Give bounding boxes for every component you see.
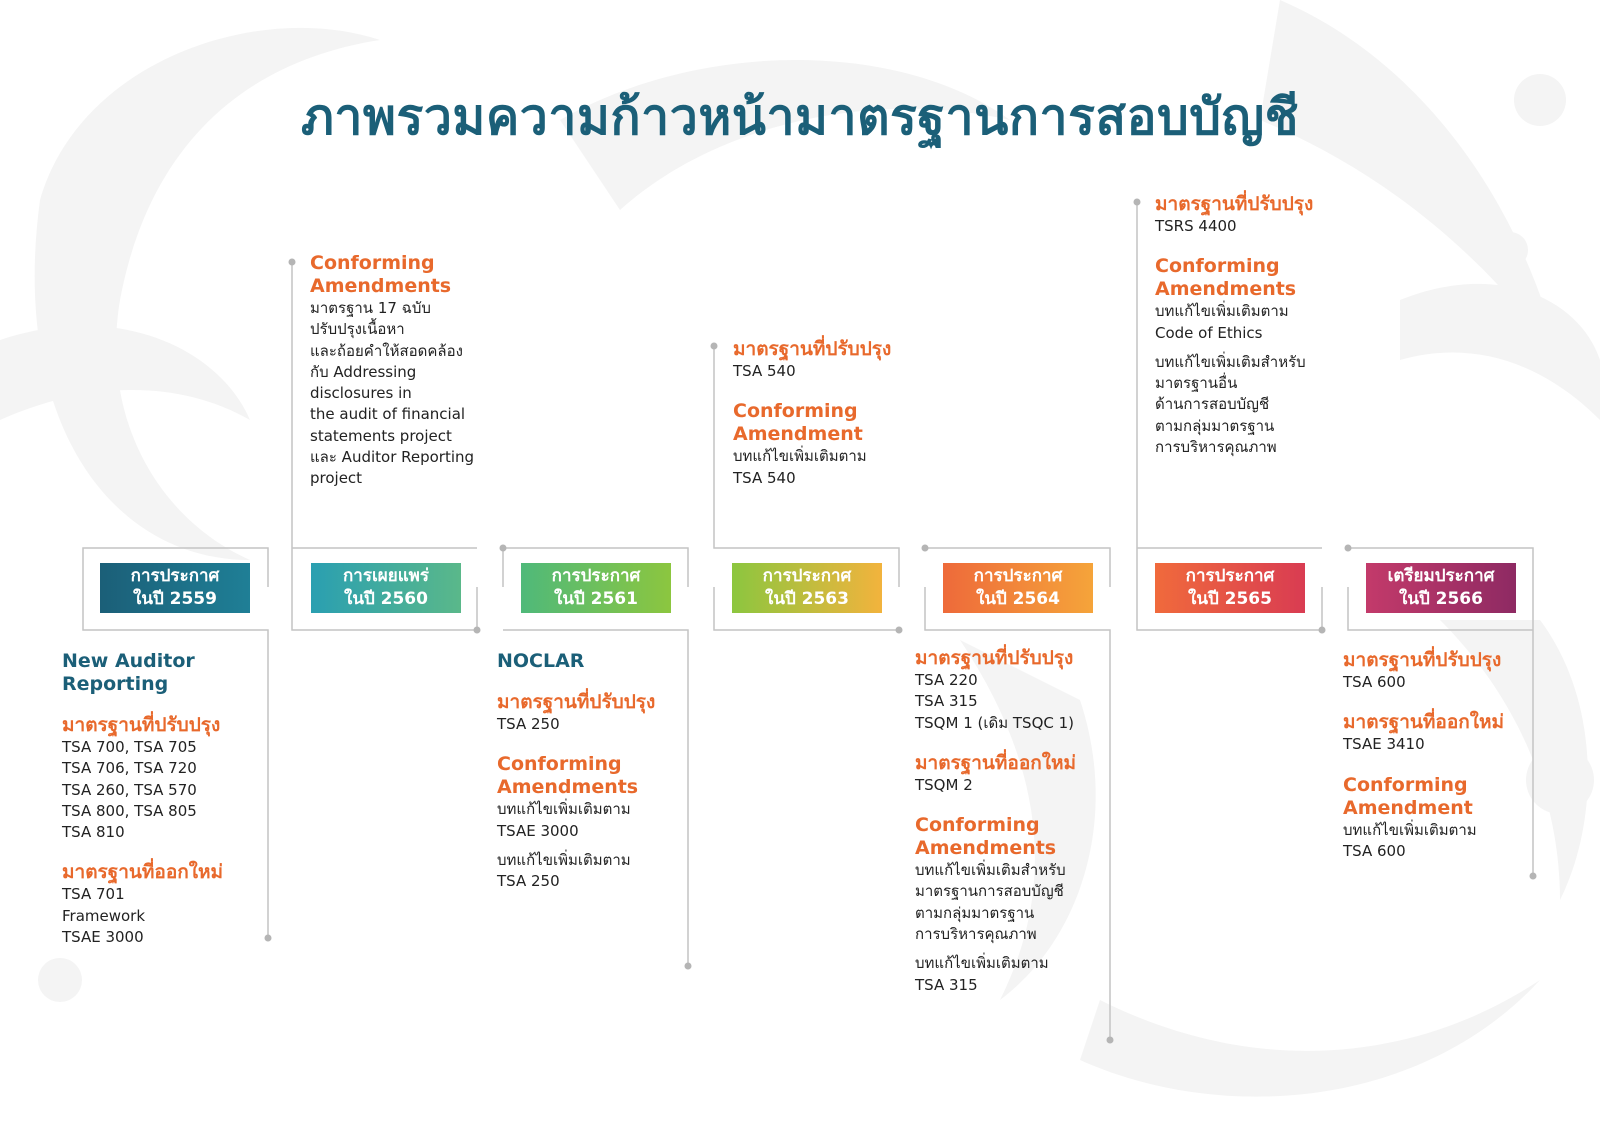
- block-2560: [310, 252, 500, 490]
- year-badge-2560: [311, 563, 461, 613]
- year-badge-year: ในปี 2565: [1188, 589, 1272, 609]
- year-badge-year: ในปี 2561: [554, 589, 638, 609]
- heading-conforming-amendments: Conforming Amendments: [310, 252, 452, 297]
- conforming-amendment-text: บทแก้ไขเพิ่มเติมตาม TSA 540: [733, 447, 867, 487]
- heading-conforming-amendments: Conforming Amendments: [497, 753, 639, 799]
- block-2559: [62, 650, 252, 948]
- heading-revised-standards: มาตรฐานที่ปรับปรุง: [1155, 193, 1314, 215]
- new-standards-list: TSA 701 Framework TSAE 3000: [62, 885, 146, 947]
- year-badge-2565: [1155, 563, 1305, 613]
- block-2565: [1155, 193, 1345, 458]
- block-2563: [733, 338, 923, 489]
- revised-standards-list: TSA 220 TSA 315 TSQM 1 (เดิม TSQC 1): [915, 671, 1075, 732]
- heading-revised-standards: มาตรฐานที่ปรับปรุง: [1343, 649, 1502, 671]
- year-badge-label: เตรียมประกาศ: [1387, 566, 1495, 586]
- page-title: ภาพรวมความก้าวหน้ามาตรฐานการสอบบัญชี: [300, 88, 1300, 146]
- conforming-amendment-text: บทแก้ไขเพิ่มเติมตาม TSA 600: [1343, 820, 1477, 860]
- block-2566: [1343, 649, 1533, 862]
- revised-standards-list: TSA 540: [733, 362, 796, 380]
- conforming-amendments-text: มาตรฐาน 17 ฉบับ ปรับปรุงเนื้อหา และถ้อยคำให้สอดคล้อง กับ Addressing disclosures in the audit of financial statements project และ Auditor Reporting project: [310, 299, 475, 488]
- revised-standards-list: TSRS 4400: [1155, 217, 1237, 235]
- year-badge-year: ในปี 2566: [1399, 589, 1483, 609]
- heading-new-standards: มาตรฐานที่ออกใหม่: [62, 861, 224, 884]
- year-badge-year: ในปี 2563: [765, 589, 849, 609]
- revised-standards-list: TSA 600: [1343, 673, 1406, 691]
- year-badge-label: การประกาศ: [973, 566, 1063, 586]
- heading-revised-standards: มาตรฐานที่ปรับปรุง: [62, 714, 221, 736]
- year-badge-year: ในปี 2559: [133, 589, 217, 609]
- year-badge-2566: [1366, 563, 1516, 613]
- year-badge-2559: [100, 563, 250, 613]
- conforming-amendments-text: บทแก้ไขเพิ่มเติมตาม TSA 250: [497, 850, 631, 891]
- new-standards-list: TSQM 2: [915, 775, 973, 794]
- year-badge-year: ในปี 2564: [976, 589, 1060, 609]
- year-badge-label: การประกาศ: [1185, 566, 1275, 586]
- heading-conforming-amendment: Conforming Amendment: [1343, 773, 1473, 819]
- heading-revised-standards: มาตรฐานที่ปรับปรุง: [733, 338, 892, 360]
- heading-new-auditor-reporting: New Auditor Reporting: [62, 650, 195, 695]
- conforming-amendments-text: บทแก้ไขเพิ่มเติมสำหรับ มาตรฐานการสอบบัญชี ตามกลุ่มมาตรฐาน การบริหารคุณภาพ: [915, 861, 1066, 944]
- heading-conforming-amendments: Conforming Amendments: [915, 814, 1057, 860]
- heading-conforming-amendment: Conforming Amendment: [733, 400, 863, 446]
- year-badge-year: ในปี 2560: [344, 589, 428, 609]
- year-badge-2561: [521, 563, 671, 613]
- heading-conforming-amendments: Conforming Amendments: [1155, 255, 1297, 301]
- year-badge-2563: [732, 563, 882, 613]
- block-2564: [915, 647, 1105, 996]
- heading-noclar: NOCLAR: [497, 650, 585, 672]
- new-standards-list: TSAE 3410: [1343, 735, 1425, 754]
- year-badge-label: การเผยแพร่: [343, 566, 429, 586]
- conforming-amendments-text: บทแก้ไขเพิ่มเติมสำหรับ มาตรฐานอื่น ด้านการสอบบัญชี ตามกลุ่มมาตรฐาน การบริหารคุณภาพ: [1155, 352, 1306, 457]
- revised-standards-list: TSA 250: [497, 715, 560, 733]
- heading-new-standards: มาตรฐานที่ออกใหม่: [915, 751, 1077, 774]
- conforming-amendments-text: บทแก้ไขเพิ่มเติมตาม TSAE 3000: [497, 800, 631, 840]
- heading-revised-standards: มาตรฐานที่ปรับปรุง: [497, 691, 656, 713]
- block-2561: [497, 650, 687, 892]
- revised-standards-list: TSA 700, TSA 705 TSA 706, TSA 720 TSA 260, TSA 570 TSA 800, TSA 805 TSA 810: [62, 738, 197, 842]
- conforming-amendments-text: บทแก้ไขเพิ่มเติมตาม Code of Ethics: [1155, 302, 1289, 342]
- conforming-amendments-text: บทแก้ไขเพิ่มเติมตาม TSA 315: [915, 954, 1049, 994]
- heading-new-standards: มาตรฐานที่ออกใหม่: [1343, 711, 1505, 734]
- year-badge-label: การประกาศ: [762, 566, 852, 586]
- heading-revised-standards: มาตรฐานที่ปรับปรุง: [915, 647, 1074, 669]
- year-badge-2564: [943, 563, 1093, 613]
- year-badge-label: การประกาศ: [130, 566, 220, 586]
- year-badge-label: การประกาศ: [551, 566, 641, 586]
